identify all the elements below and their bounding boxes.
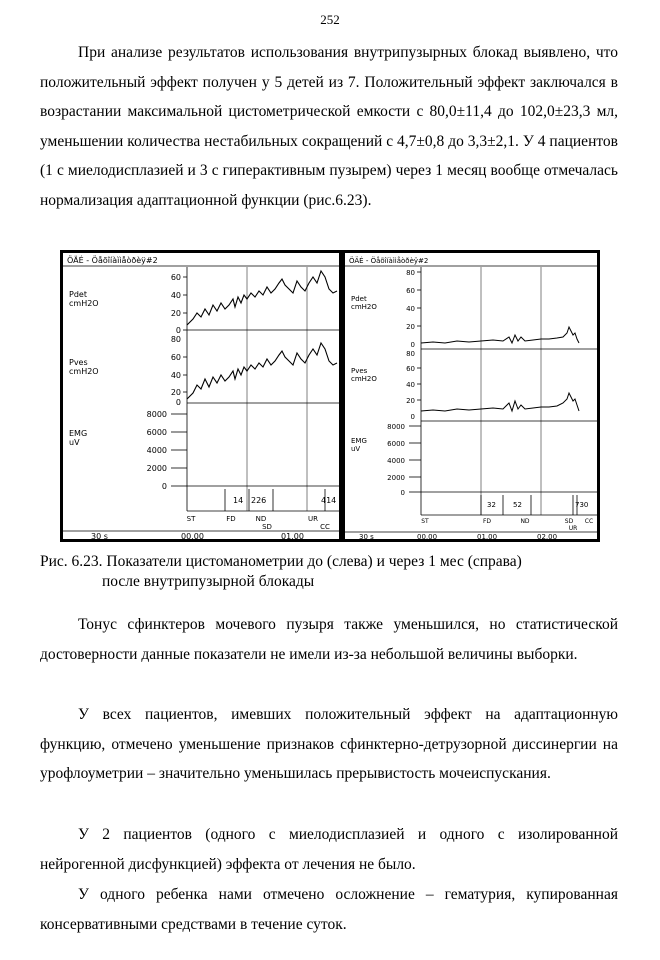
right-pdet-tick-40: 40 xyxy=(406,305,415,313)
left-pves-label: Pves cmH2O xyxy=(69,358,99,376)
left-marker-nd: ND xyxy=(255,515,267,523)
right-time-2: 02,00 xyxy=(537,533,558,539)
figure-caption xyxy=(40,552,620,592)
left-pves-tick-80: 80 xyxy=(170,335,181,344)
caption-line-2: после внутрипузырной блокады xyxy=(102,573,315,590)
right-time-0: 00,00 xyxy=(417,533,438,539)
paragraph-results: При анализе результатов использования внутрипузырных блокад выявлено, что положительный эффект получен у 5 детей из 7. Положительный эффект заключался в возрастании максимальной цистометрической емкости с 80,0±11,4 до 102,0±23,3 мл, уменьшении количества нестабильных сокращений с 4,7±0,8 до 3,3±2,1. У 4 пациентов (1 с миелодисплазией и 3 с гиперактивным пузырем) через 1 месяц вообще отмечалась нормализация адаптационной функции (рис.6.23). xyxy=(40,44,618,209)
paragraph-sphincter-tone: Тонус сфинктеров мочевого пузыря также уменьшился, но статистической достоверности данные показатели не имели из-за небольшой величины выборки. xyxy=(40,616,618,663)
left-emg-label: EMG uV xyxy=(69,429,88,447)
right-emg-tick-6000: 6000 xyxy=(387,440,405,448)
right-pves-tick-40: 40 xyxy=(406,381,415,389)
left-pves-tick-60: 60 xyxy=(170,353,181,362)
left-pves-tick-0: 0 xyxy=(175,398,181,407)
right-marker-st: ST xyxy=(421,518,429,525)
left-emg-tick-4000: 4000 xyxy=(146,446,167,455)
left-marker-st: ST xyxy=(186,515,196,523)
left-pdet-tick-40: 40 xyxy=(170,291,181,300)
right-time-1: 01,00 xyxy=(477,533,498,539)
right-pdet-label: Pdet cmH2O xyxy=(351,295,377,311)
right-event-52: 52 xyxy=(513,501,522,509)
right-event-730: 730 xyxy=(575,501,589,509)
left-event-414: 414 xyxy=(321,496,337,505)
right-pdet-tick-20: 20 xyxy=(406,323,415,331)
page-number: 252 xyxy=(320,12,340,27)
right-emg-label: EMG uV xyxy=(351,437,367,453)
left-pves-tick-40: 40 xyxy=(170,371,181,380)
left-emg-tick-2000: 2000 xyxy=(146,464,167,473)
right-pdet-tick-0: 0 xyxy=(410,341,415,349)
left-pdet-label: Pdet cmH2O xyxy=(69,290,99,308)
right-marker-nd: ND xyxy=(520,518,530,525)
cystometry-figure xyxy=(60,250,600,542)
left-marker-fd: FD xyxy=(226,515,236,523)
left-emg-tick-8000: 8000 xyxy=(146,410,167,419)
right-pves-label: Pves cmH2O xyxy=(351,367,377,383)
right-emg-tick-2000: 2000 xyxy=(387,474,405,482)
left-pdet-tick-0: 0 xyxy=(175,326,181,335)
paragraph-complication: У одного ребенка нами отмечено осложнение – гематурия, купированная консервативными средствами в течение суток. xyxy=(40,886,618,933)
right-panel-header: ÖÄÉ - Öåõîíàììåòðèÿ#2 xyxy=(349,257,429,265)
left-marker-cc: CC xyxy=(320,523,330,531)
left-time-0: 00,00 xyxy=(181,532,204,539)
left-marker-sd: SD xyxy=(262,523,272,531)
left-pves-tick-20: 20 xyxy=(170,388,181,397)
caption-line-1: Рис. 6.23. Показатели цистоманометрии до (слева) и через 1 мес (справа) xyxy=(40,553,522,570)
right-emg-tick-8000: 8000 xyxy=(387,423,405,431)
right-pves-tick-20: 20 xyxy=(406,397,415,405)
left-pdet-tick-20: 20 xyxy=(170,309,181,318)
left-emg-tick-6000: 6000 xyxy=(146,428,167,437)
right-marker-ur: UR xyxy=(568,525,578,532)
right-scale-label: 30 s xyxy=(359,533,374,539)
right-cystometry-panel xyxy=(345,253,597,539)
right-pves-tick-80: 80 xyxy=(406,350,415,358)
left-marker-ur: UR xyxy=(308,515,318,523)
left-cystometry-panel xyxy=(63,253,339,539)
right-emg-tick-4000: 4000 xyxy=(387,457,405,465)
paragraph-dyssynergia: У всех пациентов, имевших положительный эффект на адаптационную функцию, отмечено уменьшение признаков сфинктерно-детрузорной диссинергии на урофлоуметрии – значительно уменьшилась прерывистость мочеиспускания. xyxy=(40,706,618,782)
left-panel-header: ÖÄÉ - Öåõîíàììåòðèÿ#2 xyxy=(67,256,158,265)
left-pdet-tick-60: 60 xyxy=(170,273,181,282)
left-time-1: 01,00 xyxy=(281,532,304,539)
right-emg-tick-0: 0 xyxy=(400,489,405,497)
right-marker-fd: FD xyxy=(482,518,492,525)
right-marker-sd: SD xyxy=(564,518,574,525)
left-scale-label: 30 s xyxy=(91,532,108,539)
left-event-14: 14 xyxy=(233,496,244,505)
right-pves-tick-60: 60 xyxy=(406,365,415,373)
right-pdet-tick-60: 60 xyxy=(406,287,415,295)
right-pdet-tick-80: 80 xyxy=(406,269,415,277)
left-emg-tick-0: 0 xyxy=(161,482,167,491)
right-marker-cc: CC xyxy=(584,518,594,525)
paragraph-no-effect: У 2 пациентов (одного с миелодисплазией и одного с изолированной нейрогенной дисфункцией) эффекта от лечения не было. xyxy=(40,826,618,873)
right-event-32: 32 xyxy=(487,501,496,509)
left-event-226: 226 xyxy=(251,496,267,505)
right-pves-tick-0: 0 xyxy=(410,413,415,421)
